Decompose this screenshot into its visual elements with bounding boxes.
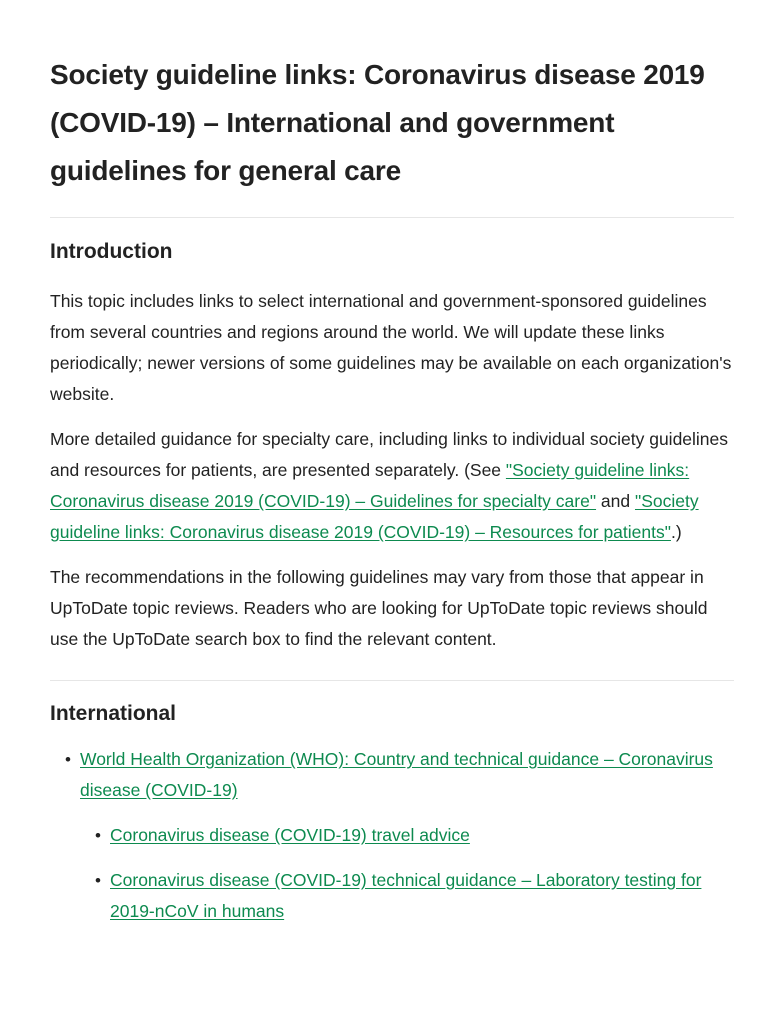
laboratory-testing-guidance-link[interactable]: Coronavirus disease (COVID-19) technical guidance – Laboratory testing for 2019-nCoV in humans xyxy=(110,870,702,921)
intro-paragraph-1: This topic includes links to select international and government-sponsored guidelines from several countries and regions around the world. We will update these links periodically; newer versions of some guidelines may be available on each organization's website. xyxy=(50,291,732,404)
international-section xyxy=(50,699,734,927)
section-divider xyxy=(50,680,734,681)
list-item xyxy=(95,820,734,851)
bullet-icon: • xyxy=(95,826,101,845)
list-item xyxy=(65,744,734,927)
intro-paragraph-2-text-middle: and xyxy=(596,491,635,511)
specialty-care-guidelines-link[interactable]: "Society guideline links: Coronavirus disease 2019 (COVID-19) – Guidelines for specialty care" xyxy=(50,460,690,511)
who-guidance-link[interactable]: World Health Organization (WHO): Country and technical guidance – Coronavirus disease (COVID-19) xyxy=(80,749,713,800)
travel-advice-link[interactable]: Coronavirus disease (COVID-19) travel advice xyxy=(110,825,470,845)
international-guideline-list xyxy=(50,744,734,927)
title-divider xyxy=(50,217,734,218)
page-title: Society guideline links: Coronavirus disease 2019 (COVID-19) – International and government guidelines for general care xyxy=(50,59,705,186)
bullet-icon: • xyxy=(95,871,101,890)
intro-paragraph-2 xyxy=(50,424,734,548)
introduction-heading: Introduction xyxy=(50,240,173,263)
intro-paragraph-2-text-before: More detailed guidance for specialty care, including links to individual society guidelines and resources for patients, are presented separately. (See xyxy=(50,429,729,480)
intro-paragraph-3: The recommendations in the following guidelines may vary from those that appear in UpToDate topic reviews. Readers who are looking for UpToDate topic reviews should use the UpToDate search box to find the relevant content. xyxy=(50,567,708,649)
international-heading: International xyxy=(50,702,177,725)
introduction-section xyxy=(50,237,734,655)
who-sub-guideline-list xyxy=(80,820,734,927)
patient-resources-link[interactable]: "Society guideline links: Coronavirus disease 2019 (COVID-19) – Resources for patients" xyxy=(50,491,699,542)
intro-paragraph-2-text-after: .) xyxy=(670,522,682,542)
bullet-icon: • xyxy=(65,750,71,769)
list-item xyxy=(95,865,734,927)
